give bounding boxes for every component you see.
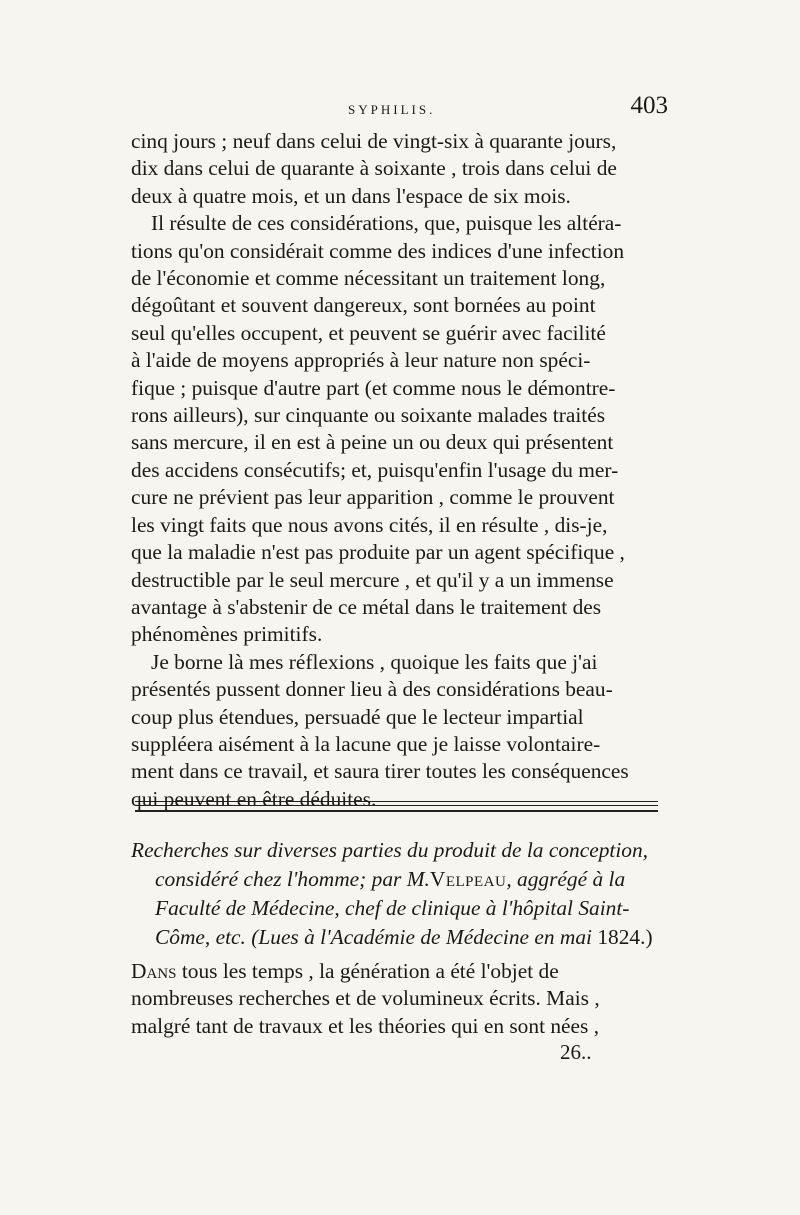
title-text: .) xyxy=(640,925,653,949)
paragraph-opening xyxy=(131,958,671,1040)
text-line: suppléera aisément à la lacune que je laisse volontaire- xyxy=(131,731,601,756)
text-line: phénomènes primitifs. xyxy=(131,622,323,647)
text-line: les vingt faits que nous avons cités, il en résulte , dis-je, xyxy=(131,512,608,537)
text-line: présentés pussent donner lieu à des considérations beau- xyxy=(131,677,613,702)
publication-year: 1824 xyxy=(597,925,641,949)
divider-rule-top xyxy=(135,801,658,802)
text-line: à l'aide de moyens appropriés à leur nature non spéci- xyxy=(131,348,591,373)
text-line: fique ; puisque d'autre part (et comme nous le démontre- xyxy=(131,375,616,400)
text-line: coup plus étendues, persuadé que le lecteur impartial xyxy=(131,704,584,729)
opening-word: Dans xyxy=(131,959,177,983)
catchword: 26.. xyxy=(560,1040,592,1064)
paragraph-reflexions xyxy=(131,649,671,813)
text-line: seul qu'elles occupent, et peuvent se guérir avec facilité xyxy=(131,320,606,345)
paragraph-conclusion xyxy=(131,210,671,649)
text-line: Il résulte de ces considérations, que, puisque les altéra- xyxy=(151,211,622,236)
running-head xyxy=(130,92,668,126)
text-line: dégoûtant et souvent dangereux, sont bornées au point xyxy=(131,293,596,318)
title-text: Recherches sur diverses parties du produit de la conception, xyxy=(131,838,649,862)
title-line xyxy=(131,836,671,865)
text-line: ment dans ce travail, et saura tirer toutes les conséquences xyxy=(131,759,629,784)
text-line: dix dans celui de quarante à soixante , trois dans celui de xyxy=(131,156,617,181)
main-text xyxy=(131,128,671,813)
text-line: tous les temps , la génération a été l'objet de xyxy=(176,959,559,983)
title-line xyxy=(131,865,671,894)
text-line: destructible par le seul mercure , et qu'il y a un immense xyxy=(131,567,614,592)
text-line: que la maladie n'est pas produite par un agent spécifique , xyxy=(131,540,625,565)
text-line: des accidens consécutifs; et, puisqu'enfin l'usage du mer- xyxy=(131,457,619,482)
text-line: deux à quatre mois, et un dans l'espace de six mois. xyxy=(131,183,571,208)
author-name: Velpeau xyxy=(429,867,507,891)
title-line xyxy=(131,923,671,952)
title-text: considéré chez l'homme; par M. xyxy=(155,867,430,891)
text-line: malgré tant de travaux et les théories qui en sont nées , xyxy=(131,1013,600,1038)
title-text: Faculté de Médecine, chef de clinique à l'hôpital Saint- xyxy=(155,896,630,920)
text-line: nombreuses recherches et de volumineux écrits. Mais , xyxy=(131,986,600,1011)
article-text xyxy=(131,958,671,1040)
text-line: Je borne là mes réflexions , quoique les faits que j'ai xyxy=(151,649,598,674)
divider-rule-middle xyxy=(135,805,658,806)
article-title xyxy=(131,836,671,952)
text-line: tions qu'on considérait comme des indices d'une infection xyxy=(131,238,625,263)
divider-rule-bottom xyxy=(135,810,658,812)
title-text: , aggrégé à la xyxy=(506,867,626,891)
text-line: sans mercure, il en est à peine un ou deux qui présentent xyxy=(131,430,614,455)
text-line: rons ailleurs), sur cinquante ou soixante malades traités xyxy=(131,403,606,428)
section-divider xyxy=(135,799,658,815)
title-text: Côme, etc. (Lues à l'Académie de Médecine en mai xyxy=(155,925,592,949)
page-number: 403 xyxy=(630,92,668,119)
paragraph-continued xyxy=(131,128,671,210)
text-line: de l'économie et comme nécessitant un traitement long, xyxy=(131,266,606,291)
text-line: avantage à s'abstenir de ce métal dans le traitement des xyxy=(131,594,602,619)
running-title: SYPHILIS. xyxy=(348,102,436,117)
title-line xyxy=(131,894,671,923)
text-line: cinq jours ; neuf dans celui de vingt-six à quarante jours, xyxy=(131,129,617,153)
text-line: cure ne prévient pas leur apparition , comme le prouvent xyxy=(131,485,615,510)
text-line: qui peuvent en être déduites. xyxy=(131,786,377,811)
